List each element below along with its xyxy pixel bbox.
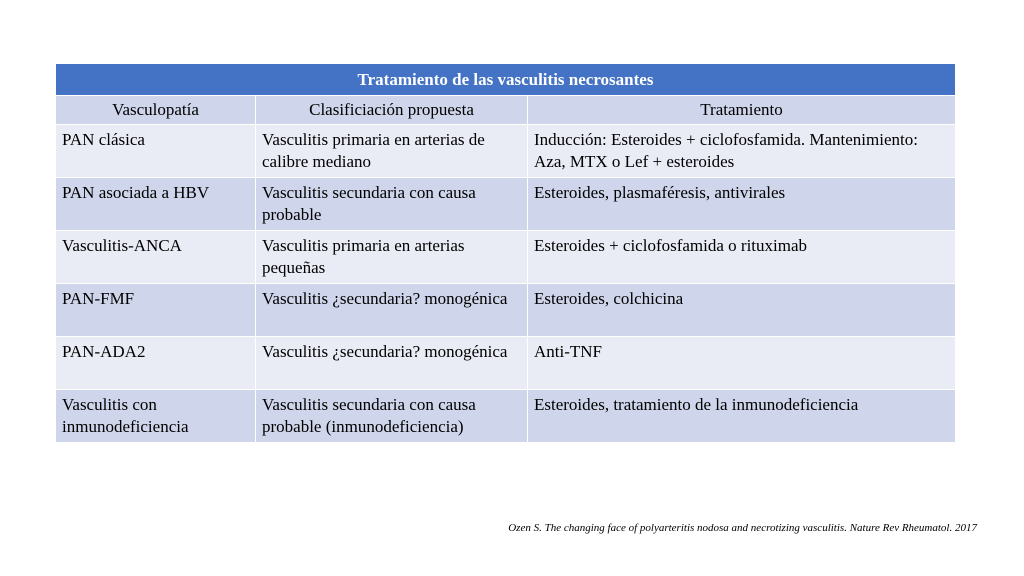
cell-tratamiento: Esteroides, tratamiento de la inmunodeficiencia [528, 390, 956, 443]
cell-vasculopatia: PAN clásica [56, 125, 256, 178]
cell-vasculopatia: PAN-FMF [56, 284, 256, 337]
column-header-vasculopatia: Vasculopatía [56, 96, 256, 125]
cell-tratamiento: Esteroides, colchicina [528, 284, 956, 337]
table-row [56, 231, 956, 284]
cell-vasculopatia: Vasculitis-ANCA [56, 231, 256, 284]
table-title: Tratamiento de las vasculitis necrosantes [56, 64, 956, 96]
cell-tratamiento: Esteroides + ciclofosfamida o rituximab [528, 231, 956, 284]
cell-clasificacion: Vasculitis ¿secundaria? monogénica [256, 284, 528, 337]
column-header-clasificacion: Clasificiación propuesta [256, 96, 528, 125]
cell-clasificacion: Vasculitis ¿secundaria? monogénica [256, 337, 528, 390]
table-row [56, 284, 956, 337]
cell-vasculopatia: PAN-ADA2 [56, 337, 256, 390]
treatment-table [55, 64, 956, 443]
table-row [56, 125, 956, 178]
cell-vasculopatia: Vasculitis con inmunodeficiencia [56, 390, 256, 443]
cell-tratamiento: Esteroides, plasmaféresis, antivirales [528, 178, 956, 231]
column-header-tratamiento: Tratamiento [528, 96, 956, 125]
cell-clasificacion: Vasculitis secundaria con causa probable (inmunodeficiencia) [256, 390, 528, 443]
cell-clasificacion: Vasculitis secundaria con causa probable [256, 178, 528, 231]
table-row [56, 390, 956, 443]
cell-clasificacion: Vasculitis primaria en arterias pequeñas [256, 231, 528, 284]
cell-tratamiento: Inducción: Esteroides + ciclofosfamida. Mantenimiento: Aza, MTX o Lef + esteroides [528, 125, 956, 178]
table-row [56, 337, 956, 390]
cell-clasificacion: Vasculitis primaria en arterias de calibre mediano [256, 125, 528, 178]
cell-tratamiento: Anti-TNF [528, 337, 956, 390]
cell-vasculopatia: PAN asociada a HBV [56, 178, 256, 231]
table-row [56, 178, 956, 231]
citation-footnote: Ozen S. The changing face of polyarteritis nodosa and necrotizing vasculitis. Nature Rev Rheumatol. 2017 [508, 522, 977, 534]
